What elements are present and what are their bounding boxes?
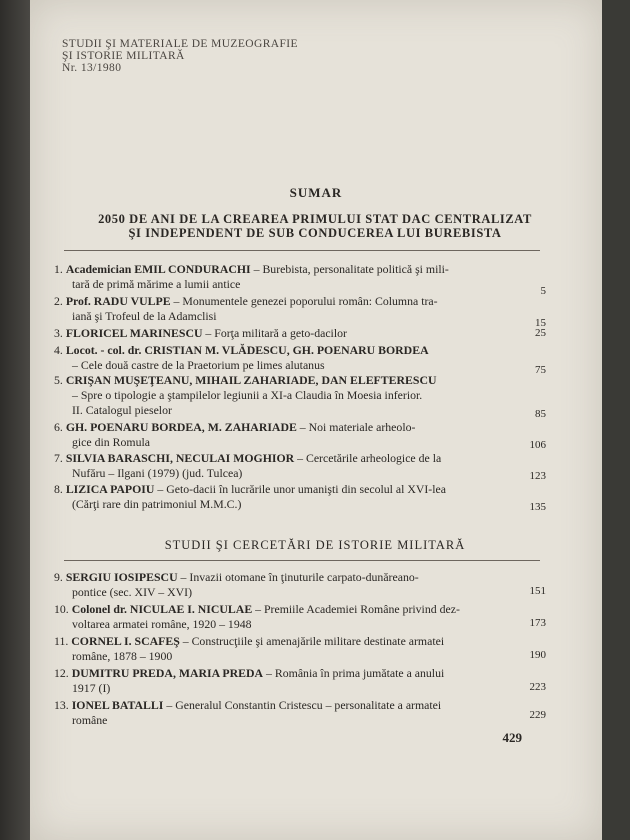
entry-title: – Forţa militară a geto-dacilor	[202, 326, 347, 340]
entry-author: SERGIU IOSIPESCU	[65, 570, 178, 584]
entry-title-cont: iană şi Trofeul de la Adamclisi	[72, 309, 217, 323]
section-2-title: STUDII ŞI CERCETĂRI DE ISTORIE MILITARĂ	[164, 538, 466, 552]
toc-entry	[54, 482, 544, 512]
entry-page: 190	[529, 649, 546, 661]
entry-title-cont: voltarea armatei române, 1920 – 1948	[72, 617, 252, 631]
toc-entry	[54, 570, 544, 600]
entry-title: – Premiile Academiei Române privind dez-	[252, 602, 460, 616]
toc-entry	[54, 451, 544, 481]
entry-number: 11.	[54, 634, 69, 648]
entry-title-cont: 1917 (I)	[72, 681, 111, 695]
entry-page: 229	[529, 709, 546, 721]
entry-title: – Monumentele genezei poporului român: Columna tra-	[170, 294, 438, 308]
journal-header	[62, 38, 298, 74]
entry-title: – Construcţiile şi amenajările militare destinate armatei	[179, 634, 445, 648]
entry-title-cont: române, 1878 – 1900	[72, 649, 173, 663]
toc-entry	[54, 294, 546, 329]
book-spine	[0, 0, 30, 840]
toc-entry	[54, 343, 546, 376]
entry-page: 75	[535, 364, 546, 376]
entry-page: 135	[529, 501, 546, 513]
entry-title: – Cele două castre de la Praetorium pe limes alutanus	[72, 358, 325, 372]
entry-title: – Generalul Constantin Cristescu – personalitate a armatei	[163, 698, 442, 712]
entry-title: – România în prima jumătate a anului	[263, 666, 445, 680]
entry-number: 1.	[54, 262, 63, 276]
entry-page: 15	[535, 317, 546, 329]
entry-title: – Spre o tipologie a ştampilelor legiunii a XI-a Claudia în Moesia inferior.	[72, 388, 423, 402]
entry-page: 25	[535, 327, 546, 339]
section-1-title-line-1: 2050 DE ANI DE LA CREAREA PRIMULUI STAT DAC CENTRALIZAT	[98, 212, 532, 226]
entry-number: 5.	[54, 373, 63, 387]
entry-author: CORNEL I. SCAFEŞ	[71, 634, 180, 648]
section-1-rule	[64, 250, 540, 251]
entry-number: 10.	[54, 602, 69, 616]
entry-page: 123	[529, 470, 546, 482]
page	[30, 0, 602, 840]
toc-entry	[54, 666, 544, 696]
entry-author: GH. POENARU BORDEA, M. ZAHARIADE	[65, 420, 297, 434]
page-folio: 429	[502, 730, 522, 745]
toc-entry	[54, 602, 544, 632]
entry-page: 223	[529, 681, 546, 693]
entry-page: 173	[529, 617, 546, 629]
header-issue: Nr. 13/1980	[62, 62, 122, 74]
entry-title-cont: tară de primă mărime a lumii antice	[72, 277, 241, 291]
entry-title: – Invazii otomane în ţinuturile carpato-dunăreano-	[177, 570, 419, 584]
entry-author: Locot. - col. dr. CRISTIAN M. VLĂDESCU, GH. POENARU BORDEA	[65, 343, 429, 357]
entry-title-cont: pontice (sec. XIV – XVI)	[72, 585, 193, 599]
entry-title: – Geto-dacii în lucrările unor umanişti din secolul al XVI-lea	[154, 482, 446, 496]
entry-author: FLORICEL MARINESCU	[65, 326, 203, 340]
entry-title: – Burebista, personalitate politică şi mili-	[250, 262, 449, 276]
toc-entry	[54, 634, 544, 664]
entry-title: – Cercetările arheologice de la	[294, 451, 442, 465]
entry-author: Colonel dr. NICULAE I. NICULAE	[71, 602, 253, 616]
entry-title-cont: gice din Romula	[72, 435, 150, 449]
toc-entry	[54, 262, 546, 297]
toc-entry	[54, 698, 544, 728]
entry-page: 151	[529, 585, 546, 597]
toc-entry	[54, 373, 544, 418]
section-2-rule	[64, 560, 540, 561]
entry-number: 2.	[54, 294, 63, 308]
entry-title: – Noi materiale arheolo-	[296, 420, 416, 434]
entry-author: Prof. RADU VULPE	[65, 294, 171, 308]
header-line-1: STUDII ŞI MATERIALE DE MUZEOGRAFIE	[62, 38, 298, 50]
entry-author: DUMITRU PREDA, MARIA PREDA	[71, 666, 264, 680]
entry-number: 7.	[54, 451, 63, 465]
entry-number: 3.	[54, 326, 63, 340]
entry-number: 13.	[54, 698, 69, 712]
toc-entry	[54, 326, 544, 341]
entry-author: CRIŞAN MUŞEŢEANU, MIHAIL ZAHARIADE, DAN ELEFTERESCU	[65, 373, 437, 387]
entry-author: IONEL BATALLI	[71, 698, 164, 712]
entry-author: SILVIA BARASCHI, NECULAI MOGHIOR	[65, 451, 295, 465]
entry-title-cont: Nufăru – Ilgani (1979) (jud. Tulcea)	[72, 466, 243, 480]
entry-number: 6.	[54, 420, 63, 434]
entry-title-cont: române	[72, 713, 108, 727]
contents-title: SUMAR	[289, 185, 343, 200]
section-1-title	[70, 212, 560, 240]
entry-author: LIZICA PAPOIU	[65, 482, 155, 496]
entry-number: 12.	[54, 666, 69, 680]
entry-number: 4.	[54, 343, 63, 357]
entry-number: 8.	[54, 482, 63, 496]
entry-title-cont: (Cărţi rare din patrimoniul M.M.C.)	[72, 497, 242, 511]
entry-page: 85	[535, 408, 546, 420]
entry-number: 9.	[54, 570, 63, 584]
entry-page: 106	[529, 439, 546, 451]
entry-author: Academician EMIL CONDURACHI	[65, 262, 251, 276]
entry-title-cont: II. Catalogul pieselor	[72, 403, 172, 417]
header-line-2: ŞI ISTORIE MILITARĂ	[62, 50, 185, 62]
section-1-title-line-2: ŞI INDEPENDENT DE SUB CONDUCEREA LUI BUREBISTA	[128, 226, 502, 240]
toc-entry	[54, 420, 544, 450]
entry-page: 5	[540, 285, 546, 297]
